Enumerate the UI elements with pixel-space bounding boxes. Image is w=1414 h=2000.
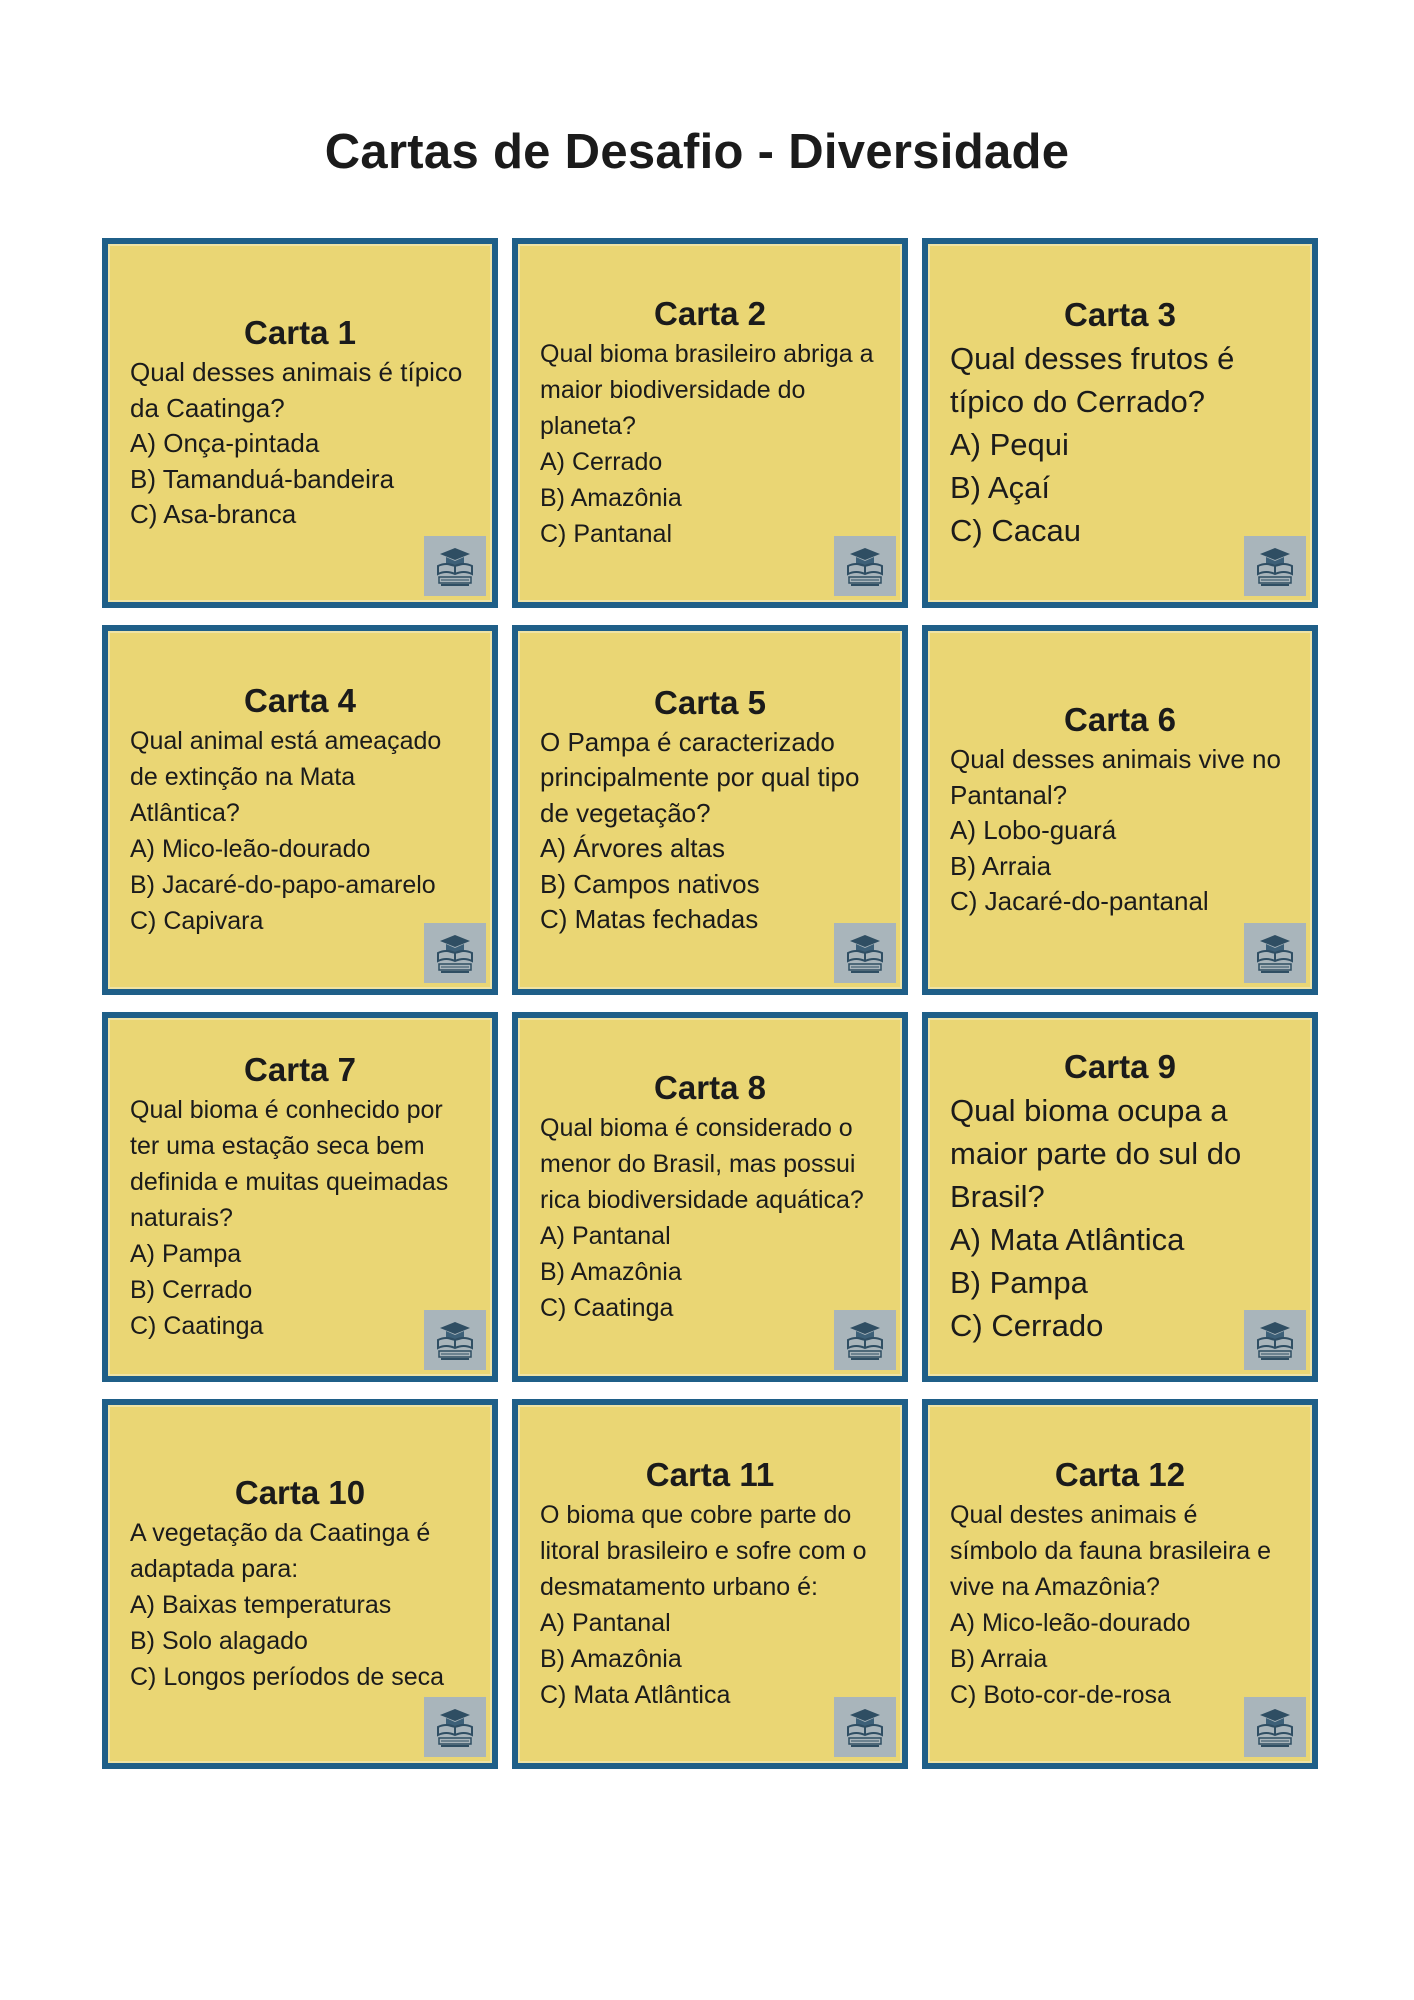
school-crest-icon bbox=[424, 1697, 486, 1757]
card-grid bbox=[102, 238, 1318, 1769]
challenge-card-11 bbox=[512, 1399, 908, 1769]
card-option-c: C) Matas fechadas bbox=[540, 904, 759, 934]
challenge-card-7 bbox=[102, 1012, 498, 1382]
card-title: Carta 7 bbox=[244, 1051, 356, 1088]
card-option-a: A) Cerrado bbox=[540, 448, 663, 476]
school-crest-icon bbox=[1244, 923, 1306, 983]
school-crest-icon bbox=[424, 1310, 486, 1370]
card-option-a: A) Árvores altas bbox=[540, 833, 725, 863]
card-option-c: C) Jacaré-do-pantanal bbox=[950, 886, 1209, 917]
school-crest-icon bbox=[834, 1697, 896, 1757]
card-option-c: C) Cerrado bbox=[950, 1308, 1104, 1343]
card-title: Carta 12 bbox=[1054, 1456, 1186, 1493]
card-option-a: A) Mico-leão-dourado bbox=[950, 1609, 1191, 1637]
card-option-a: A) Pequi bbox=[950, 426, 1069, 462]
school-crest-icon bbox=[1244, 1697, 1306, 1757]
card-question: Qual desses frutos é típico do Cerrado? bbox=[950, 340, 1235, 419]
card-option-b: B) Cerrado bbox=[130, 1276, 253, 1304]
card-option-b: B) Jacaré-do-papo-amarelo bbox=[130, 871, 436, 899]
card-option-a: A) Pantanal bbox=[540, 1222, 671, 1250]
school-crest-icon bbox=[424, 923, 486, 983]
school-crest-icon bbox=[834, 1310, 896, 1370]
card-option-b: B) Pampa bbox=[950, 1265, 1088, 1300]
school-crest-icon bbox=[1244, 536, 1306, 596]
card-option-c: C) Cacau bbox=[950, 512, 1081, 548]
school-crest-icon bbox=[834, 536, 896, 596]
card-option-c: C) Longos períodos de seca bbox=[130, 1663, 445, 1691]
card-option-a: A) Onça-pintada bbox=[130, 428, 320, 459]
card-option-c: C) Caatinga bbox=[130, 1312, 264, 1340]
card-option-a: A) Baixas temperaturas bbox=[130, 1591, 392, 1619]
card-option-c: C) Capivara bbox=[130, 907, 264, 935]
school-crest-icon bbox=[834, 923, 896, 983]
challenge-card-1 bbox=[102, 238, 498, 608]
challenge-card-4 bbox=[102, 625, 498, 995]
card-option-c: C) Boto-cor-de-rosa bbox=[950, 1681, 1171, 1709]
card-title: Carta 3 bbox=[1064, 295, 1176, 333]
card-question: Qual bioma é considerado o menor do Brasil, mas possui rica biodiversidade aquática? bbox=[540, 1114, 864, 1214]
card-option-b: B) Arraia bbox=[950, 1645, 1048, 1673]
page-title: Cartas de Desafio - Diversidade bbox=[324, 125, 1070, 179]
card-title: Carta 4 bbox=[244, 682, 356, 719]
card-option-a: A) Mata Atlântica bbox=[950, 1222, 1185, 1257]
card-option-c: C) Caatinga bbox=[540, 1294, 674, 1322]
card-question: O Pampa é caracterizado principalmente por qual tipo de vegetação? bbox=[540, 726, 860, 828]
card-title: Carta 9 bbox=[1064, 1048, 1176, 1085]
challenge-card-8 bbox=[512, 1012, 908, 1382]
card-question: A vegetação da Caatinga é adaptada para: bbox=[130, 1519, 431, 1583]
card-question: Qual bioma é conhecido por ter uma estação seca bem definida e muitas queimadas naturais? bbox=[130, 1096, 449, 1232]
card-option-a: A) Lobo-guará bbox=[950, 815, 1117, 846]
challenge-card-2 bbox=[512, 238, 908, 608]
school-crest-icon bbox=[1244, 1310, 1306, 1370]
challenge-card-9 bbox=[922, 1012, 1318, 1382]
card-option-b: B) Arraia bbox=[950, 850, 1052, 881]
challenge-card-10 bbox=[102, 1399, 498, 1769]
card-question: Qual bioma ocupa a maior parte do sul do Brasil? bbox=[950, 1093, 1242, 1214]
card-option-a: A) Mico-leão-dourado bbox=[130, 835, 371, 863]
card-title: Carta 5 bbox=[654, 683, 766, 721]
card-question: Qual destes animais é símbolo da fauna brasileira e vive na Amazônia? bbox=[950, 1501, 1272, 1601]
card-option-b: B) Amazônia bbox=[540, 484, 682, 512]
card-option-b: B) Açaí bbox=[950, 469, 1050, 505]
card-option-b: B) Amazônia bbox=[540, 1645, 682, 1673]
card-option-b: B) Solo alagado bbox=[130, 1627, 308, 1655]
card-option-a: A) Pantanal bbox=[540, 1609, 671, 1637]
card-title: Carta 6 bbox=[1064, 701, 1176, 739]
school-crest-icon bbox=[424, 536, 486, 596]
card-question: Qual desses animais vive no Pantanal? bbox=[950, 744, 1281, 810]
card-option-b: B) Campos nativos bbox=[540, 868, 760, 899]
card-title: Carta 11 bbox=[645, 1456, 775, 1493]
card-title: Carta 1 bbox=[244, 314, 356, 352]
card-option-b: B) Amazônia bbox=[540, 1258, 682, 1286]
card-title: Carta 10 bbox=[234, 1474, 366, 1511]
card-option-b: B) Tamanduá-bandeira bbox=[130, 463, 395, 494]
challenge-card-3 bbox=[922, 238, 1318, 608]
card-question: Qual bioma brasileiro abriga a maior biodiversidade do planeta? bbox=[540, 340, 874, 440]
card-option-c: C) Mata Atlântica bbox=[540, 1681, 731, 1709]
card-option-a: A) Pampa bbox=[130, 1240, 242, 1268]
card-question: O bioma que cobre parte do litoral brasileiro e sofre com o desmatamento urbano é: bbox=[540, 1501, 867, 1601]
challenge-card-5 bbox=[512, 625, 908, 995]
challenge-card-6 bbox=[922, 625, 1318, 995]
card-title: Carta 8 bbox=[654, 1069, 766, 1106]
card-question: Qual desses animais é típico da Caatinga? bbox=[130, 357, 463, 423]
card-question: Qual animal está ameaçado de extinção na Mata Atlântica? bbox=[130, 727, 442, 827]
card-option-c: C) Pantanal bbox=[540, 520, 673, 548]
card-option-c: C) Asa-branca bbox=[130, 499, 297, 530]
challenge-card-12 bbox=[922, 1399, 1318, 1769]
card-title: Carta 2 bbox=[654, 295, 766, 332]
